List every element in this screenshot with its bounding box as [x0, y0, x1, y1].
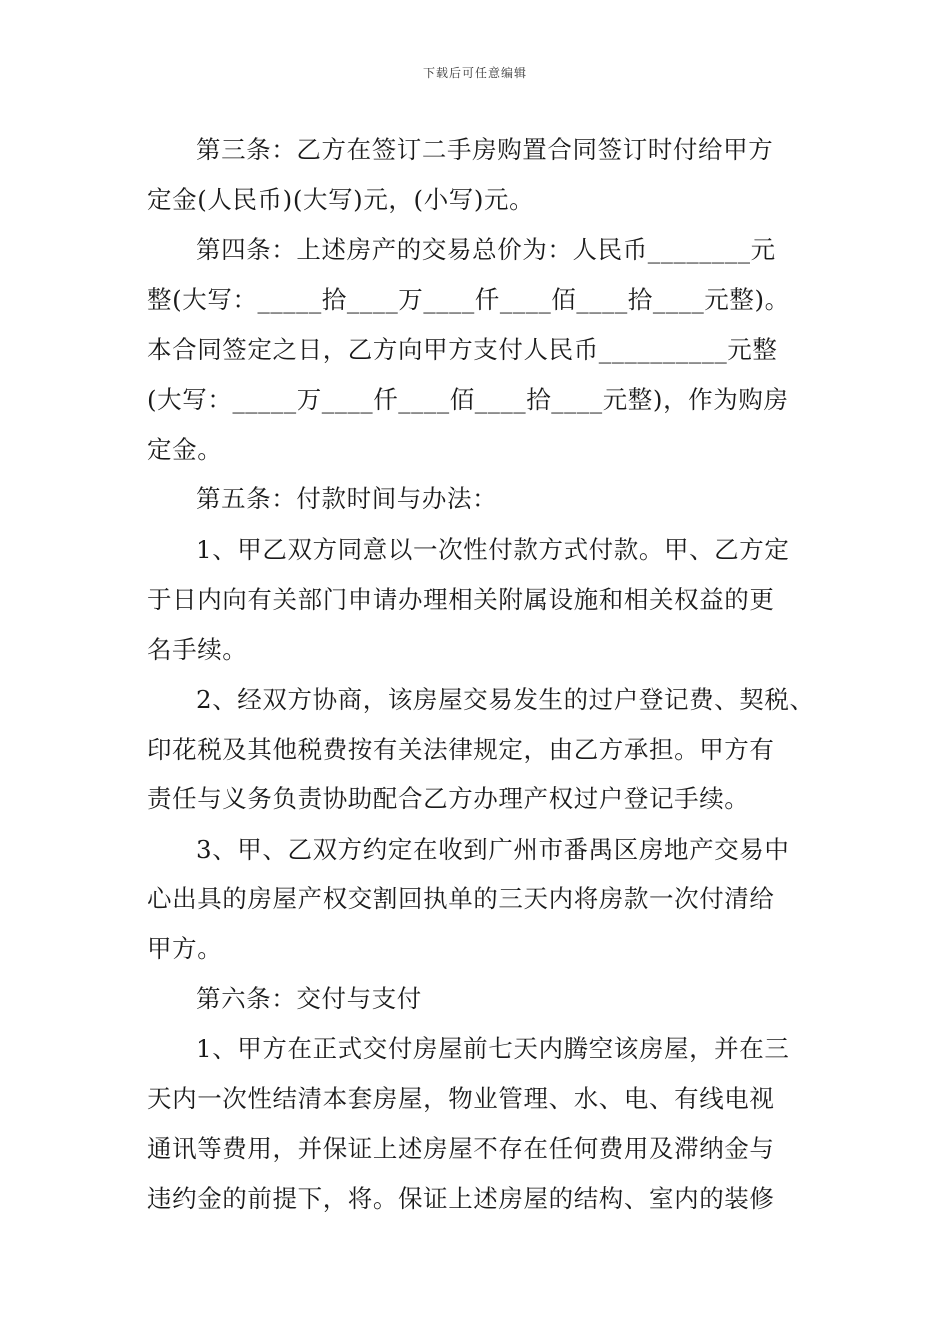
text-line: 通讯等费用，并保证上述房屋不存在任何费用及滞纳金与 [147, 1134, 775, 1163]
text-line: 第三条：乙方在签订二手房购置合同签订时付给甲方 [196, 135, 774, 164]
text-line: 第四条：上述房产的交易总价为：人民币________元 [196, 235, 776, 264]
text-line: 心出具的房屋产权交割回执单的三天内将房款一次付清给 [147, 884, 775, 913]
text-line: 天内一次性结清本套房屋，物业管理、水、电、有线电视 [147, 1084, 775, 1113]
text-line: 责任与义务负责协助配合乙方办理产权过户登记手续。 [147, 784, 750, 813]
text-line: (大写：_____万____仟____佰____拾____元整)，作为购房 [147, 385, 789, 414]
text-line: 第五条：付款时间与办法： [196, 484, 498, 513]
text-line: 违约金的前提下，将。保证上述房屋的结构、室内的装修 [147, 1184, 775, 1213]
text-line: 1、甲方在正式交付房屋前七天内腾空该房屋，并在三 [196, 1034, 790, 1063]
text-line: 定金(人民币)(大写)元，(小写)元。 [147, 185, 535, 214]
text-line: 1、甲乙双方同意以一次性付款方式付款。甲、乙方定 [196, 535, 790, 564]
page-header-note: 下载后可任意编辑 [422, 66, 527, 80]
text-line: 本合同签定之日，乙方向甲方支付人民币__________元整 [147, 335, 778, 364]
text-line: 整(大写：_____拾____万____仟____佰____拾____元整)。 [147, 285, 790, 314]
text-line: 名手续。 [147, 635, 248, 664]
text-line: 印花税及其他税费按有关法律规定，由乙方承担。甲方有 [147, 735, 775, 764]
text-line: 定金。 [147, 435, 223, 464]
text-line: 3、甲、乙双方约定在收到广州市番禺区房地产交易中 [196, 835, 790, 864]
text-line: 第六条：交付与支付 [196, 984, 422, 1013]
text-line: 甲方。 [147, 934, 223, 963]
text-line: 于日内向有关部门申请办理相关附属设施和相关权益的更 [147, 585, 775, 614]
text-line: 2、经双方协商，该房屋交易发生的过户登记费、契税、 [196, 685, 815, 714]
